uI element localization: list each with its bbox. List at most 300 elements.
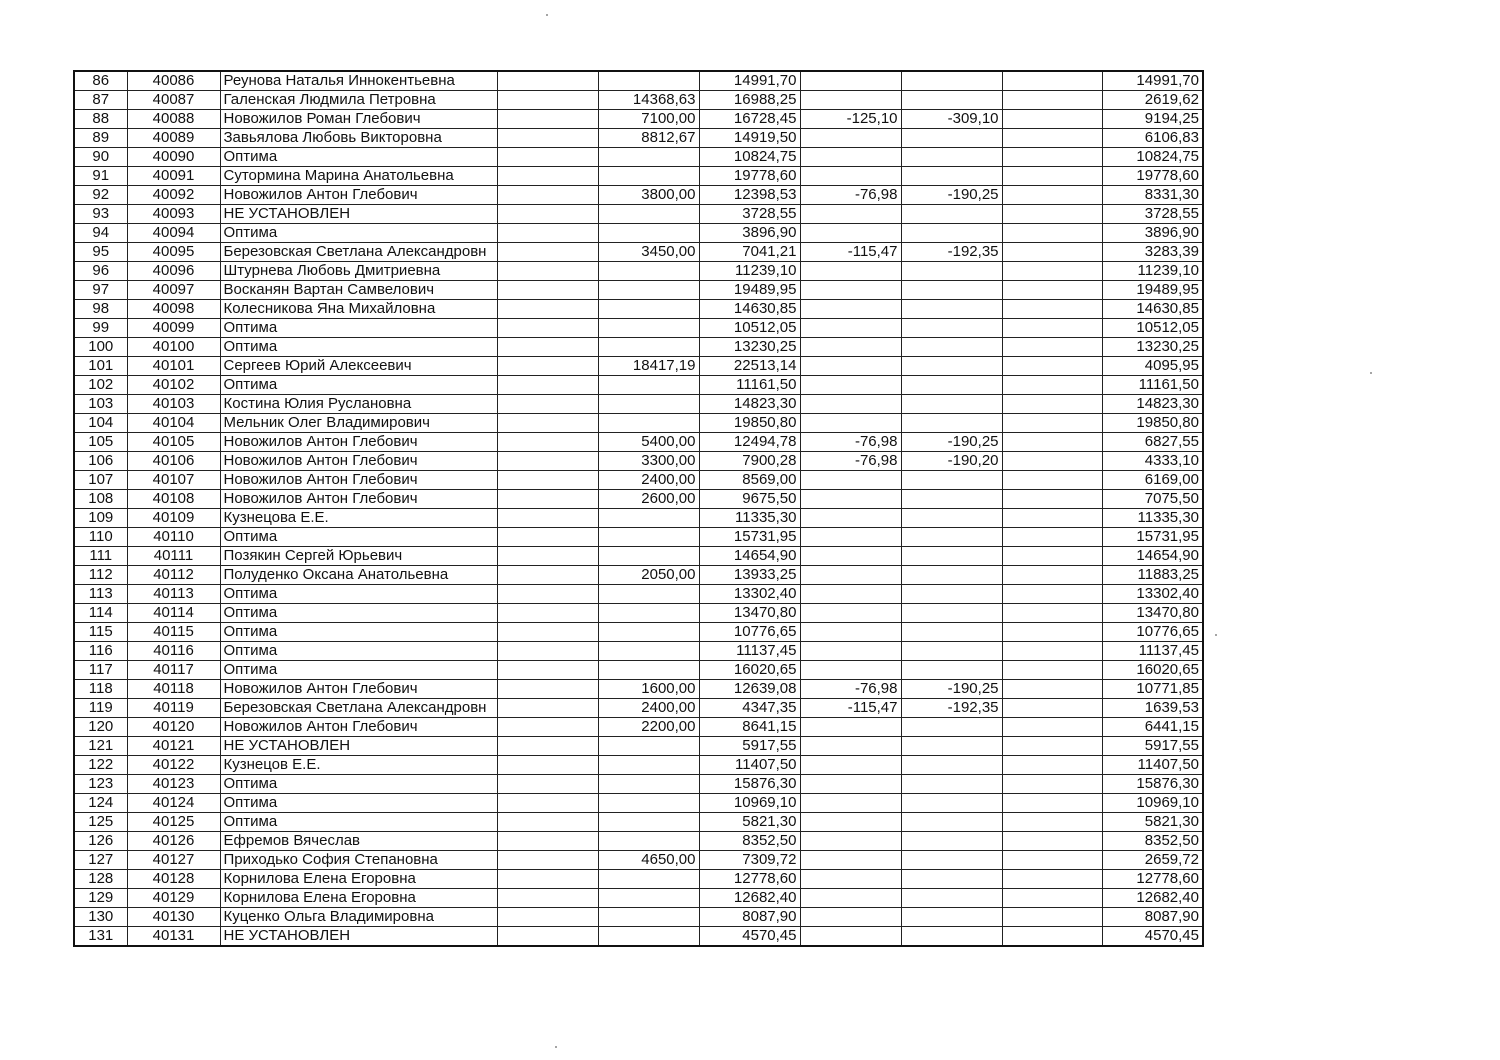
empty-cell bbox=[497, 718, 598, 737]
account-number-cell: 40092 bbox=[127, 186, 220, 205]
account-number-cell: 40114 bbox=[127, 604, 220, 623]
correction-cell: -190,25 bbox=[901, 186, 1002, 205]
adjustment-cell bbox=[800, 642, 901, 661]
row-number-cell: 125 bbox=[74, 813, 127, 832]
row-number-cell: 103 bbox=[74, 395, 127, 414]
extra-cell bbox=[1002, 224, 1102, 243]
account-number-cell: 40104 bbox=[127, 414, 220, 433]
balance-cell: 19850,80 bbox=[1102, 414, 1203, 433]
owner-name-cell: Оптима bbox=[220, 338, 497, 357]
table-row bbox=[74, 680, 1203, 699]
row-number-cell: 120 bbox=[74, 718, 127, 737]
owner-name-cell: Оптима bbox=[220, 623, 497, 642]
charge-cell: 3728,55 bbox=[699, 205, 800, 224]
correction-cell bbox=[901, 509, 1002, 528]
row-number-cell: 119 bbox=[74, 699, 127, 718]
balance-cell: 3896,90 bbox=[1102, 224, 1203, 243]
owner-name-cell: Новожилов Антон Глебович bbox=[220, 718, 497, 737]
charge-cell: 13933,25 bbox=[699, 566, 800, 585]
adjustment-cell bbox=[800, 756, 901, 775]
table-row bbox=[74, 110, 1203, 129]
payment-cell: 8812,67 bbox=[598, 129, 699, 148]
charge-cell: 12494,78 bbox=[699, 433, 800, 452]
owner-name-cell: Новожилов Антон Глебович bbox=[220, 186, 497, 205]
account-number-cell: 40120 bbox=[127, 718, 220, 737]
owner-name-cell: Штурнева Любовь Дмитриевна bbox=[220, 262, 497, 281]
balance-cell: 19489,95 bbox=[1102, 281, 1203, 300]
correction-cell bbox=[901, 167, 1002, 186]
balance-cell: 11883,25 bbox=[1102, 566, 1203, 585]
payment-cell bbox=[598, 642, 699, 661]
correction-cell bbox=[901, 718, 1002, 737]
owner-name-cell: Полуденко Оксана Анатольевна bbox=[220, 566, 497, 585]
table-row bbox=[74, 338, 1203, 357]
balance-cell: 13470,80 bbox=[1102, 604, 1203, 623]
account-number-cell: 40107 bbox=[127, 471, 220, 490]
empty-cell bbox=[497, 775, 598, 794]
row-number-cell: 104 bbox=[74, 414, 127, 433]
row-number-cell: 94 bbox=[74, 224, 127, 243]
extra-cell bbox=[1002, 452, 1102, 471]
balance-cell: 10824,75 bbox=[1102, 148, 1203, 167]
balance-cell: 15876,30 bbox=[1102, 775, 1203, 794]
table-row bbox=[74, 566, 1203, 585]
payment-cell bbox=[598, 547, 699, 566]
charge-cell: 12639,08 bbox=[699, 680, 800, 699]
row-number-cell: 107 bbox=[74, 471, 127, 490]
extra-cell bbox=[1002, 433, 1102, 452]
table-row bbox=[74, 927, 1203, 947]
row-number-cell: 95 bbox=[74, 243, 127, 262]
balance-cell: 10969,10 bbox=[1102, 794, 1203, 813]
extra-cell bbox=[1002, 471, 1102, 490]
empty-cell bbox=[497, 452, 598, 471]
owner-name-cell: Оптима bbox=[220, 661, 497, 680]
table-row bbox=[74, 585, 1203, 604]
empty-cell bbox=[497, 91, 598, 110]
table-row bbox=[74, 756, 1203, 775]
charge-cell: 7309,72 bbox=[699, 851, 800, 870]
empty-cell bbox=[497, 186, 598, 205]
correction-cell: -192,35 bbox=[901, 243, 1002, 262]
row-number-cell: 93 bbox=[74, 205, 127, 224]
payment-cell bbox=[598, 224, 699, 243]
correction-cell bbox=[901, 262, 1002, 281]
row-number-cell: 122 bbox=[74, 756, 127, 775]
account-number-cell: 40111 bbox=[127, 547, 220, 566]
payment-cell bbox=[598, 414, 699, 433]
adjustment-cell bbox=[800, 775, 901, 794]
table-row bbox=[74, 870, 1203, 889]
owner-name-cell: Оптима bbox=[220, 642, 497, 661]
charge-cell: 13230,25 bbox=[699, 338, 800, 357]
correction-cell bbox=[901, 661, 1002, 680]
empty-cell bbox=[497, 319, 598, 338]
adjustment-cell bbox=[800, 661, 901, 680]
extra-cell bbox=[1002, 680, 1102, 699]
balance-cell: 11137,45 bbox=[1102, 642, 1203, 661]
charge-cell: 11137,45 bbox=[699, 642, 800, 661]
row-number-cell: 130 bbox=[74, 908, 127, 927]
charge-cell: 15731,95 bbox=[699, 528, 800, 547]
extra-cell bbox=[1002, 110, 1102, 129]
correction-cell bbox=[901, 357, 1002, 376]
owner-name-cell: Восканян Вартан Самвелович bbox=[220, 281, 497, 300]
payment-cell bbox=[598, 623, 699, 642]
table-row bbox=[74, 91, 1203, 110]
balance-cell: 6441,15 bbox=[1102, 718, 1203, 737]
owner-name-cell: Оптима bbox=[220, 376, 497, 395]
row-number-cell: 102 bbox=[74, 376, 127, 395]
account-number-cell: 40127 bbox=[127, 851, 220, 870]
payment-cell: 4650,00 bbox=[598, 851, 699, 870]
balance-cell: 8352,50 bbox=[1102, 832, 1203, 851]
extra-cell bbox=[1002, 91, 1102, 110]
payment-cell bbox=[598, 262, 699, 281]
row-number-cell: 97 bbox=[74, 281, 127, 300]
payment-cell bbox=[598, 319, 699, 338]
extra-cell bbox=[1002, 832, 1102, 851]
adjustment-cell bbox=[800, 338, 901, 357]
account-number-cell: 40122 bbox=[127, 756, 220, 775]
owner-name-cell: Новожилов Антон Глебович bbox=[220, 680, 497, 699]
balance-cell: 16020,65 bbox=[1102, 661, 1203, 680]
correction-cell bbox=[901, 813, 1002, 832]
correction-cell: -190,20 bbox=[901, 452, 1002, 471]
charge-cell: 14823,30 bbox=[699, 395, 800, 414]
payment-cell: 3450,00 bbox=[598, 243, 699, 262]
extra-cell bbox=[1002, 889, 1102, 908]
empty-cell bbox=[497, 699, 598, 718]
empty-cell bbox=[497, 471, 598, 490]
charge-cell: 5917,55 bbox=[699, 737, 800, 756]
account-number-cell: 40119 bbox=[127, 699, 220, 718]
balance-cell: 2659,72 bbox=[1102, 851, 1203, 870]
adjustment-cell bbox=[800, 414, 901, 433]
charge-cell: 12398,53 bbox=[699, 186, 800, 205]
row-number-cell: 101 bbox=[74, 357, 127, 376]
owner-name-cell: Оптима bbox=[220, 148, 497, 167]
adjustment-cell bbox=[800, 718, 901, 737]
owner-name-cell: Кузнецов Е.Е. bbox=[220, 756, 497, 775]
empty-cell bbox=[497, 585, 598, 604]
adjustment-cell bbox=[800, 319, 901, 338]
empty-cell bbox=[497, 338, 598, 357]
table-row bbox=[74, 794, 1203, 813]
table-row bbox=[74, 452, 1203, 471]
extra-cell bbox=[1002, 566, 1102, 585]
table-row bbox=[74, 148, 1203, 167]
adjustment-cell bbox=[800, 509, 901, 528]
table-row bbox=[74, 718, 1203, 737]
extra-cell bbox=[1002, 319, 1102, 338]
account-number-cell: 40096 bbox=[127, 262, 220, 281]
charge-cell: 16020,65 bbox=[699, 661, 800, 680]
balance-cell: 4333,10 bbox=[1102, 452, 1203, 471]
empty-cell bbox=[497, 680, 598, 699]
balance-cell: 6106,83 bbox=[1102, 129, 1203, 148]
charge-cell: 8087,90 bbox=[699, 908, 800, 927]
row-number-cell: 110 bbox=[74, 528, 127, 547]
empty-cell bbox=[497, 224, 598, 243]
table-row bbox=[74, 490, 1203, 509]
account-number-cell: 40105 bbox=[127, 433, 220, 452]
adjustment-cell bbox=[800, 357, 901, 376]
owner-name-cell: Оптима bbox=[220, 585, 497, 604]
balance-cell: 13230,25 bbox=[1102, 338, 1203, 357]
correction-cell bbox=[901, 91, 1002, 110]
payment-cell: 7100,00 bbox=[598, 110, 699, 129]
charge-cell: 13470,80 bbox=[699, 604, 800, 623]
owner-name-cell: Мельник Олег Владимирович bbox=[220, 414, 497, 433]
extra-cell bbox=[1002, 243, 1102, 262]
correction-cell bbox=[901, 756, 1002, 775]
adjustment-cell bbox=[800, 547, 901, 566]
extra-cell bbox=[1002, 376, 1102, 395]
extra-cell bbox=[1002, 718, 1102, 737]
row-number-cell: 124 bbox=[74, 794, 127, 813]
extra-cell bbox=[1002, 338, 1102, 357]
empty-cell bbox=[497, 547, 598, 566]
adjustment-cell bbox=[800, 281, 901, 300]
extra-cell bbox=[1002, 148, 1102, 167]
owner-name-cell: Ефремов Вячеслав bbox=[220, 832, 497, 851]
payment-cell bbox=[598, 889, 699, 908]
row-number-cell: 106 bbox=[74, 452, 127, 471]
adjustment-cell: -76,98 bbox=[800, 452, 901, 471]
row-number-cell: 109 bbox=[74, 509, 127, 528]
extra-cell bbox=[1002, 775, 1102, 794]
adjustment-cell: -125,10 bbox=[800, 110, 901, 129]
owner-name-cell: Новожилов Антон Глебович bbox=[220, 471, 497, 490]
payment-cell: 3800,00 bbox=[598, 186, 699, 205]
payment-cell bbox=[598, 71, 699, 91]
charge-cell: 12778,60 bbox=[699, 870, 800, 889]
correction-cell bbox=[901, 547, 1002, 566]
adjustment-cell: -115,47 bbox=[800, 699, 901, 718]
empty-cell bbox=[497, 414, 598, 433]
payment-cell bbox=[598, 737, 699, 756]
correction-cell bbox=[901, 395, 1002, 414]
row-number-cell: 126 bbox=[74, 832, 127, 851]
row-number-cell: 87 bbox=[74, 91, 127, 110]
row-number-cell: 127 bbox=[74, 851, 127, 870]
account-number-cell: 40091 bbox=[127, 167, 220, 186]
adjustment-cell bbox=[800, 832, 901, 851]
adjustment-cell bbox=[800, 224, 901, 243]
correction-cell bbox=[901, 870, 1002, 889]
table-row bbox=[74, 167, 1203, 186]
correction-cell bbox=[901, 205, 1002, 224]
balance-cell: 10776,65 bbox=[1102, 623, 1203, 642]
balance-cell: 12682,40 bbox=[1102, 889, 1203, 908]
account-number-cell: 40093 bbox=[127, 205, 220, 224]
row-number-cell: 86 bbox=[74, 71, 127, 91]
empty-cell bbox=[497, 927, 598, 947]
account-number-cell: 40131 bbox=[127, 927, 220, 947]
correction-cell bbox=[901, 490, 1002, 509]
row-number-cell: 128 bbox=[74, 870, 127, 889]
payment-cell bbox=[598, 756, 699, 775]
charge-cell: 14630,85 bbox=[699, 300, 800, 319]
correction-cell bbox=[901, 148, 1002, 167]
empty-cell bbox=[497, 509, 598, 528]
correction-cell bbox=[901, 604, 1002, 623]
table-row bbox=[74, 813, 1203, 832]
adjustment-cell bbox=[800, 870, 901, 889]
account-number-cell: 40088 bbox=[127, 110, 220, 129]
row-number-cell: 111 bbox=[74, 547, 127, 566]
row-number-cell: 118 bbox=[74, 680, 127, 699]
payment-cell bbox=[598, 661, 699, 680]
charge-cell: 12682,40 bbox=[699, 889, 800, 908]
account-number-cell: 40124 bbox=[127, 794, 220, 813]
table-row bbox=[74, 509, 1203, 528]
correction-cell bbox=[901, 281, 1002, 300]
charge-cell: 22513,14 bbox=[699, 357, 800, 376]
table-row bbox=[74, 908, 1203, 927]
payment-cell: 5400,00 bbox=[598, 433, 699, 452]
account-number-cell: 40113 bbox=[127, 585, 220, 604]
adjustment-cell bbox=[800, 262, 901, 281]
balance-cell: 11407,50 bbox=[1102, 756, 1203, 775]
payment-cell bbox=[598, 395, 699, 414]
extra-cell bbox=[1002, 395, 1102, 414]
correction-cell bbox=[901, 908, 1002, 927]
charge-cell: 10969,10 bbox=[699, 794, 800, 813]
extra-cell bbox=[1002, 509, 1102, 528]
adjustment-cell bbox=[800, 908, 901, 927]
payment-cell bbox=[598, 832, 699, 851]
correction-cell bbox=[901, 300, 1002, 319]
account-number-cell: 40123 bbox=[127, 775, 220, 794]
account-number-cell: 40128 bbox=[127, 870, 220, 889]
owner-name-cell: Новожилов Антон Глебович bbox=[220, 490, 497, 509]
owner-name-cell: Березовская Светлана Александровн bbox=[220, 243, 497, 262]
empty-cell bbox=[497, 870, 598, 889]
extra-cell bbox=[1002, 528, 1102, 547]
correction-cell bbox=[901, 585, 1002, 604]
charge-cell: 11407,50 bbox=[699, 756, 800, 775]
empty-cell bbox=[497, 357, 598, 376]
correction-cell bbox=[901, 71, 1002, 91]
table-row bbox=[74, 661, 1203, 680]
empty-cell bbox=[497, 623, 598, 642]
correction-cell bbox=[901, 851, 1002, 870]
balance-cell: 6827,55 bbox=[1102, 433, 1203, 452]
row-number-cell: 114 bbox=[74, 604, 127, 623]
row-number-cell: 96 bbox=[74, 262, 127, 281]
account-number-cell: 40115 bbox=[127, 623, 220, 642]
owner-name-cell: Галенская Людмила Петровна bbox=[220, 91, 497, 110]
payment-cell: 2400,00 bbox=[598, 699, 699, 718]
balance-cell: 11335,30 bbox=[1102, 509, 1203, 528]
extra-cell bbox=[1002, 167, 1102, 186]
correction-cell bbox=[901, 319, 1002, 338]
extra-cell bbox=[1002, 661, 1102, 680]
charge-cell: 8569,00 bbox=[699, 471, 800, 490]
adjustment-cell bbox=[800, 129, 901, 148]
empty-cell bbox=[497, 889, 598, 908]
payment-cell bbox=[598, 604, 699, 623]
account-number-cell: 40130 bbox=[127, 908, 220, 927]
adjustment-cell bbox=[800, 851, 901, 870]
balance-cell: 5917,55 bbox=[1102, 737, 1203, 756]
charge-cell: 10824,75 bbox=[699, 148, 800, 167]
account-number-cell: 40126 bbox=[127, 832, 220, 851]
empty-cell bbox=[497, 148, 598, 167]
payment-cell bbox=[598, 205, 699, 224]
row-number-cell: 88 bbox=[74, 110, 127, 129]
owner-name-cell: Корнилова Елена Егоровна bbox=[220, 889, 497, 908]
adjustment-cell bbox=[800, 604, 901, 623]
adjustment-cell bbox=[800, 91, 901, 110]
payment-cell bbox=[598, 528, 699, 547]
charge-cell: 7041,21 bbox=[699, 243, 800, 262]
table-row bbox=[74, 471, 1203, 490]
correction-cell bbox=[901, 129, 1002, 148]
correction-cell: -190,25 bbox=[901, 680, 1002, 699]
row-number-cell: 115 bbox=[74, 623, 127, 642]
balance-cell: 19778,60 bbox=[1102, 167, 1203, 186]
table-row bbox=[74, 281, 1203, 300]
adjustment-cell bbox=[800, 71, 901, 91]
extra-cell bbox=[1002, 737, 1102, 756]
table-row bbox=[74, 395, 1203, 414]
payment-cell: 18417,19 bbox=[598, 357, 699, 376]
table-row bbox=[74, 376, 1203, 395]
account-number-cell: 40094 bbox=[127, 224, 220, 243]
owner-name-cell: Новожилов Роман Глебович bbox=[220, 110, 497, 129]
row-number-cell: 89 bbox=[74, 129, 127, 148]
balance-cell: 1639,53 bbox=[1102, 699, 1203, 718]
empty-cell bbox=[497, 433, 598, 452]
correction-cell: -190,25 bbox=[901, 433, 1002, 452]
adjustment-cell bbox=[800, 300, 901, 319]
correction-cell bbox=[901, 642, 1002, 661]
adjustment-cell bbox=[800, 490, 901, 509]
balance-cell: 7075,50 bbox=[1102, 490, 1203, 509]
charge-cell: 14654,90 bbox=[699, 547, 800, 566]
charge-cell: 10512,05 bbox=[699, 319, 800, 338]
extra-cell bbox=[1002, 623, 1102, 642]
account-number-cell: 40101 bbox=[127, 357, 220, 376]
extra-cell bbox=[1002, 794, 1102, 813]
charge-cell: 19850,80 bbox=[699, 414, 800, 433]
owner-name-cell: НЕ УСТАНОВЛЕН bbox=[220, 205, 497, 224]
extra-cell bbox=[1002, 490, 1102, 509]
payment-cell: 2400,00 bbox=[598, 471, 699, 490]
row-number-cell: 92 bbox=[74, 186, 127, 205]
balance-cell: 14991,70 bbox=[1102, 71, 1203, 91]
account-number-cell: 40097 bbox=[127, 281, 220, 300]
adjustment-cell: -76,98 bbox=[800, 186, 901, 205]
extra-cell bbox=[1002, 262, 1102, 281]
owner-name-cell: Колесникова Яна Михайловна bbox=[220, 300, 497, 319]
adjustment-cell bbox=[800, 148, 901, 167]
row-number-cell: 112 bbox=[74, 566, 127, 585]
balance-cell: 10512,05 bbox=[1102, 319, 1203, 338]
correction-cell bbox=[901, 528, 1002, 547]
charge-cell: 10776,65 bbox=[699, 623, 800, 642]
owner-name-cell: Оптима bbox=[220, 319, 497, 338]
owner-name-cell: НЕ УСТАНОВЛЕН bbox=[220, 927, 497, 947]
row-number-cell: 105 bbox=[74, 433, 127, 452]
extra-cell bbox=[1002, 547, 1102, 566]
adjustment-cell bbox=[800, 376, 901, 395]
empty-cell bbox=[497, 300, 598, 319]
account-number-cell: 40098 bbox=[127, 300, 220, 319]
